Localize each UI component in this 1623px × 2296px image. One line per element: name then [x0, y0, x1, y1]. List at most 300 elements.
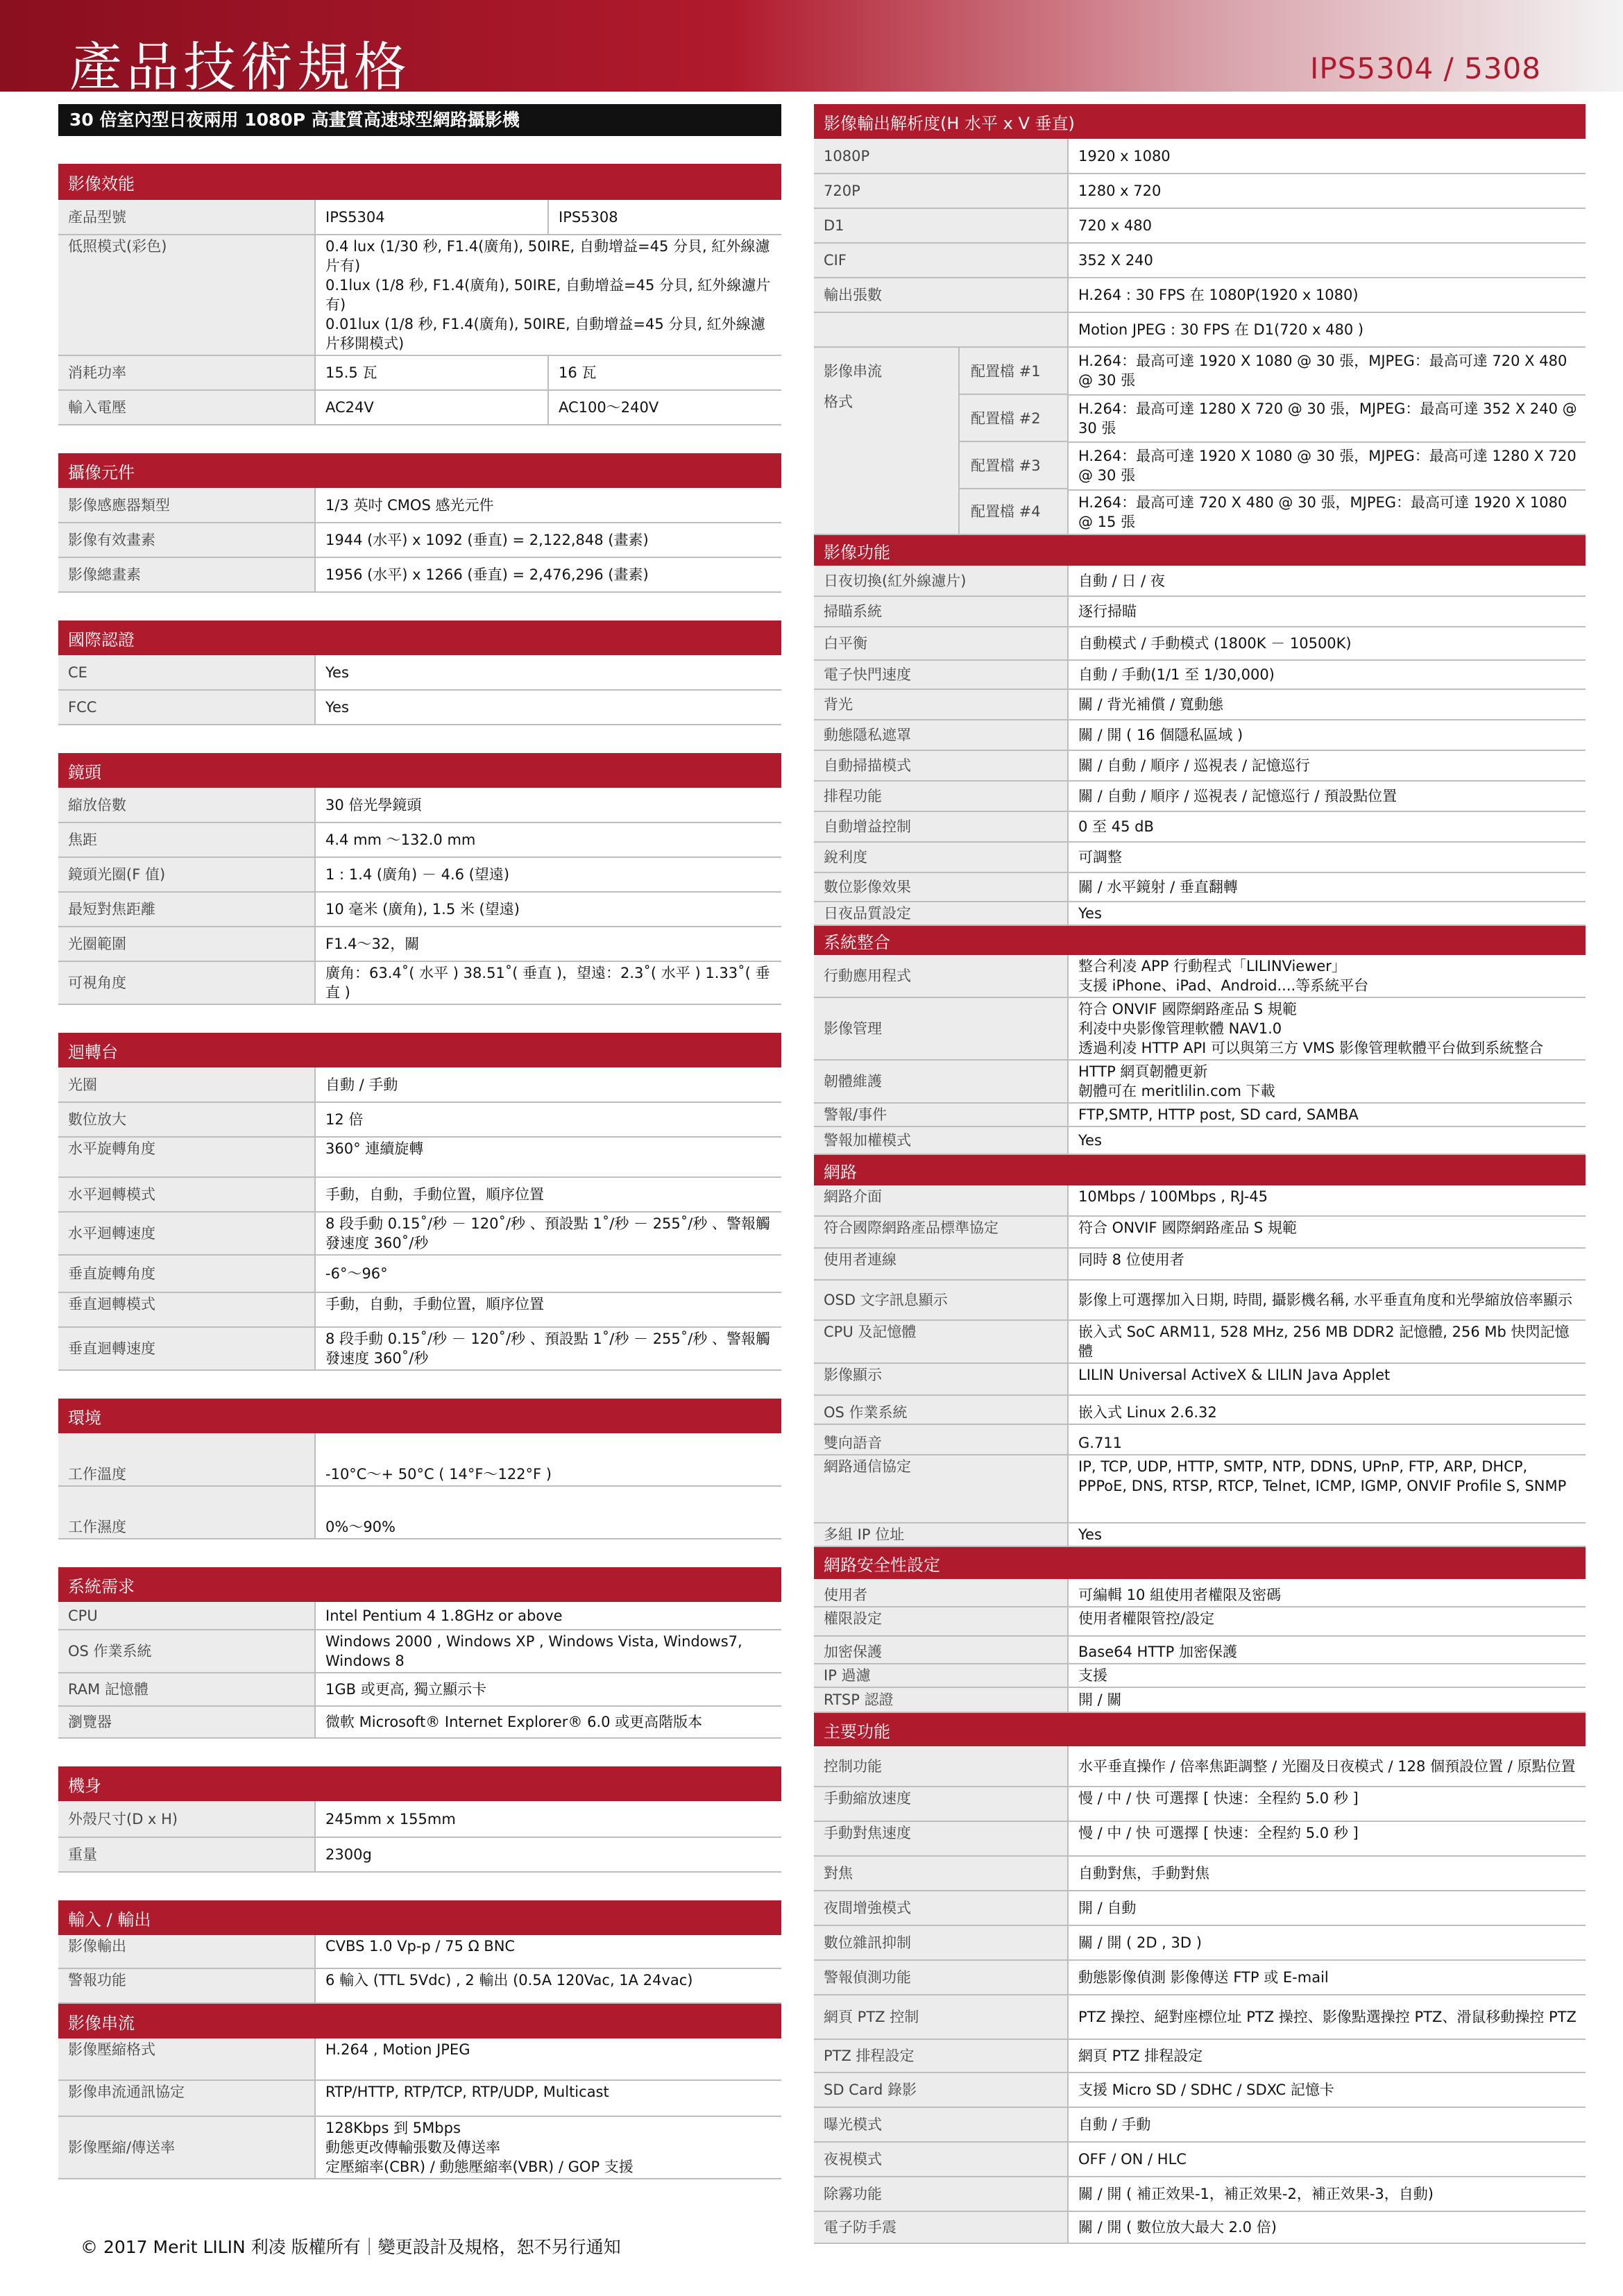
spec-row	[814, 1995, 1586, 2039]
spec-value: AC24V	[315, 390, 548, 425]
spec-value: 自動模式 / 手動模式 (1800K － 10500K)	[1068, 627, 1586, 660]
spec-value: Windows 2000 , Windows XP , Windows Vista, Windows7, Windows 8	[315, 1630, 781, 1673]
spec-row	[814, 243, 1586, 278]
spec-row	[814, 1787, 1586, 1821]
spec-value: 2300g	[315, 1837, 781, 1872]
spec-label: 多組 IP 位址	[814, 1523, 1068, 1546]
spec-row	[58, 1935, 781, 1968]
spec-value: Yes	[315, 690, 781, 725]
profile-value: H.264：最高可達 720 X 480 @ 30 張，MJPEG：最高可達 1920 X 1080 @ 15 張	[1068, 490, 1586, 535]
spec-row	[814, 720, 1586, 750]
spec-value: 同時 8 位使用者	[1068, 1248, 1586, 1280]
section-header: 迴轉台	[58, 1033, 781, 1067]
section-header: 國際認證	[58, 621, 781, 655]
spec-label: PTZ 排程設定	[814, 2039, 1068, 2073]
stream-format-text: 影像串流 格式	[824, 363, 882, 410]
spec-row	[814, 1687, 1586, 1712]
spec-label: 韌體維護	[814, 1060, 1068, 1103]
spec-value: FTP,SMTP, HTTP post, SD card, SAMBA	[1068, 1103, 1586, 1126]
spec-table	[58, 1801, 781, 1873]
spec-row	[814, 842, 1586, 872]
section-header: 網路安全性設定	[814, 1547, 1586, 1579]
spec-label: 影像壓縮/傳送率	[58, 2116, 315, 2179]
spec-row	[814, 781, 1586, 811]
spec-row	[814, 2107, 1586, 2142]
spec-row	[814, 689, 1586, 720]
spec-label: 數位雜訊抑制	[814, 1925, 1068, 1960]
profile-label: 配置檔 #1	[960, 348, 1067, 395]
spec-table	[58, 1935, 781, 2004]
spec-label: OS 作業系統	[814, 1395, 1068, 1424]
section-gap	[58, 1539, 781, 1567]
spec-value: Yes	[1068, 1126, 1586, 1154]
spec-value: 支援 Micro SD / SDHC / SDXC 記憶卡	[1068, 2073, 1586, 2107]
spec-row	[814, 1607, 1586, 1636]
spec-value: 1 : 1.4 (廣角) － 4.6 (望遠)	[315, 857, 781, 892]
spec-value: 16 瓦	[548, 355, 781, 390]
spec-label: 自動增益控制	[814, 811, 1068, 842]
spec-label: 720P	[814, 174, 1068, 208]
spec-value: 8 段手動 0.15˚/秒 － 120˚/秒 、預設點 1˚/秒 － 255˚/秒 、警報觸發速度 360˚/秒	[315, 1212, 781, 1255]
section-gap	[58, 1005, 781, 1033]
spec-label: 白平衡	[814, 627, 1068, 660]
spec-label: 垂直迴轉模式	[58, 1292, 315, 1327]
spec-row	[58, 1602, 781, 1630]
section-header: 鏡頭	[58, 753, 781, 788]
spec-row	[58, 822, 781, 857]
spec-value: G.711	[1068, 1424, 1586, 1455]
spec-value: 關 / 開 ( 16 個隱私區域 )	[1068, 720, 1586, 750]
spec-value: 手動，自動，手動位置，順序位置	[315, 1177, 781, 1212]
spec-table	[58, 1602, 781, 1739]
spec-value: H.264 , Motion JPEG	[315, 2038, 781, 2080]
spec-row	[814, 278, 1586, 312]
spec-label: 重量	[58, 1837, 315, 1872]
model-number: IPS5304 / 5308	[1310, 51, 1541, 85]
spec-label: 縮放倍數	[58, 788, 315, 822]
spec-table	[814, 139, 1586, 535]
spec-value: 關 / 背光補償 / 寬動態	[1068, 689, 1586, 720]
spec-row	[814, 750, 1586, 781]
spec-label: 產品型號	[58, 200, 315, 235]
spec-value: 嵌入式 SoC ARM11, 528 MHz, 256 MB DDR2 記憶體, 256 Mb 快閃記憶體	[1068, 1320, 1586, 1363]
spec-label: 日夜品質設定	[814, 902, 1068, 925]
spec-table	[814, 955, 1586, 1155]
spec-value: 符合 ONVIF 國際網路產品 S 規範 利凌中央影像管理軟體 NAV1.0 透過利凌 HTTP API 可以與第三方 VMS 影像管理軟體平台做到系統整合	[1068, 997, 1586, 1060]
section-header: 系統需求	[58, 1567, 781, 1602]
spec-label: SD Card 錄影	[814, 2073, 1068, 2107]
spec-row	[814, 1664, 1586, 1687]
spec-row	[814, 660, 1586, 689]
spec-value: IP, TCP, UDP, HTTP, SMTP, NTP, DDNS, UPnP, FTP, ARP, DHCP, PPPoE, DNS, RTSP, RTCP, Telnet, ICMP, IGMP, ONVIF Profile S, SNMP	[1068, 1455, 1586, 1523]
spec-value: 360° 連續旋轉	[315, 1137, 781, 1177]
spec-row	[814, 902, 1586, 925]
spec-row	[58, 788, 781, 822]
profile-label: 配置檔 #4	[971, 503, 1041, 520]
spec-label: 排程功能	[814, 781, 1068, 811]
spec-row	[814, 596, 1586, 627]
spec-label: 工作濕度	[58, 1486, 315, 1539]
spec-row	[814, 174, 1586, 208]
spec-label: 影像總畫素	[58, 557, 315, 592]
spec-row	[814, 2039, 1586, 2073]
spec-row	[814, 1925, 1586, 1960]
spec-label: 自動掃描模式	[814, 750, 1068, 781]
spec-value: 15.5 瓦	[315, 355, 548, 390]
spec-value: 1944 (水平) x 1092 (垂直) = 2,122,848 (畫素)	[315, 523, 781, 557]
spec-label: FCC	[58, 690, 315, 725]
section-gap	[58, 1873, 781, 1900]
spec-label: 使用者	[814, 1579, 1068, 1607]
spec-value: 10Mbps / 100Mbps , RJ-45	[1068, 1185, 1586, 1216]
spec-label: 銳利度	[814, 842, 1068, 872]
spec-label: CPU 及記憶體	[814, 1320, 1068, 1363]
spec-label: 曝光模式	[814, 2107, 1068, 2142]
spec-value: 1280 x 720	[1068, 174, 1586, 208]
spec-label: 水平旋轉角度	[58, 1137, 315, 1177]
spec-row	[814, 1891, 1586, 1925]
spec-row	[58, 355, 781, 390]
spec-value: Yes	[1068, 902, 1586, 925]
spec-value: 逐行掃瞄	[1068, 596, 1586, 627]
spec-row	[58, 1706, 781, 1738]
spec-row	[814, 1424, 1586, 1455]
spec-value: 慢 / 中 / 快 可選擇 [ 快速：全程約 5.0 秒 ]	[1068, 1821, 1586, 1856]
spec-row	[814, 1821, 1586, 1856]
spec-value: Base64 HTTP 加密保護	[1068, 1636, 1586, 1664]
spec-value: Yes	[315, 655, 781, 690]
spec-value: 12 倍	[315, 1102, 781, 1137]
spec-value: 開 / 自動	[1068, 1891, 1586, 1925]
spec-label: 影像有效畫素	[58, 523, 315, 557]
spec-row	[814, 1856, 1586, 1891]
spec-row	[58, 557, 781, 592]
spec-label: OSD 文字訊息顯示	[814, 1280, 1068, 1320]
spec-value: Motion JPEG : 30 FPS 在 D1(720 x 480 )	[1068, 312, 1586, 347]
spec-label: 低照模式(彩色)	[58, 235, 315, 355]
spec-value: 245mm x 155mm	[315, 1801, 781, 1837]
spec-value: 10 毫米 (廣角), 1.5 米 (望遠)	[315, 892, 781, 927]
spec-row	[814, 955, 1586, 997]
spec-row	[58, 1630, 781, 1673]
stream-profile-row	[814, 347, 1586, 395]
section-gap	[58, 725, 781, 753]
spec-row	[814, 312, 1586, 347]
spec-label: 手動縮放速度	[814, 1787, 1068, 1821]
spec-row	[814, 627, 1586, 660]
spec-value: 水平垂直操作 / 倍率焦距調整 / 光圈及日夜模式 / 128 個預設位置 / 原點位置	[1068, 1746, 1586, 1787]
spec-row	[814, 1395, 1586, 1424]
spec-value: RTP/HTTP, RTP/TCP, RTP/UDP, Multicast	[315, 2080, 781, 2116]
spec-row	[58, 523, 781, 557]
spec-value: 0.4 lux (1/30 秒, F1.4(廣角), 50IRE, 自動增益=45 分貝, 紅外線濾片有) 0.1lux (1/8 秒, F1.4(廣角), 50IRE, 自動增益=45 分貝, 紅外線濾片有) 0.01lux (1/8 秒, F1.4(廣角), 50IRE, 自動增益=45 分貝, 紅外線濾片移開模式)	[315, 235, 781, 355]
spec-label: 對焦	[814, 1856, 1068, 1891]
profile-value: H.264：最高可達 1920 X 1080 @ 30 張，MJPEG：最高可達 1280 X 720 @ 30 張	[1068, 442, 1586, 490]
spec-value: 關 / 開 ( 數位放大最大 2.0 倍)	[1068, 2211, 1586, 2243]
spec-label: 控制功能	[814, 1746, 1068, 1787]
spec-label: 影像壓縮格式	[58, 2038, 315, 2080]
spec-row	[58, 1801, 781, 1837]
spec-label: D1	[814, 208, 1068, 243]
spec-value: 0 至 45 dB	[1068, 811, 1586, 842]
profile-value: H.264：最高可達 1920 X 1080 @ 30 張，MJPEG：最高可達 720 X 480 @ 30 張	[1068, 347, 1586, 395]
spec-row	[58, 655, 781, 690]
spec-row	[814, 1455, 1586, 1523]
spec-value: 1920 x 1080	[1068, 139, 1586, 174]
spec-label: CE	[58, 655, 315, 690]
spec-value: 影像上可選擇加入日期, 時間, 攝影機名稱, 水平垂直角度和光學縮放倍率顯示	[1068, 1280, 1586, 1320]
section-gap	[58, 1371, 781, 1399]
section-header: 輸入 / 輸出	[58, 1900, 781, 1935]
spec-row	[58, 2116, 781, 2179]
spec-row	[814, 2142, 1586, 2177]
spec-value: 0%～90%	[315, 1486, 781, 1539]
spec-label: 數位放大	[58, 1102, 315, 1137]
spec-label: 警報加權模式	[814, 1126, 1068, 1154]
spec-label: 輸入電壓	[58, 390, 315, 425]
section-gap	[58, 1739, 781, 1766]
profile-label: 配置檔 #3	[960, 442, 1067, 489]
spec-value: 1/3 英吋 CMOS 感光元件	[315, 488, 781, 523]
spec-label: 手動對焦速度	[814, 1821, 1068, 1856]
spec-value: 微軟 Microsoft® Internet Explorer® 6.0 或更高階版本	[315, 1706, 781, 1738]
spec-label: IP 過濾	[814, 1664, 1068, 1687]
spec-label: 電子快門速度	[814, 660, 1068, 689]
spec-label: 雙向語音	[814, 1424, 1068, 1455]
spec-value: 廣角：63.4˚( 水平 ) 38.51˚( 垂直 )，望遠：2.3˚( 水平 ) 1.33˚( 垂直 )	[315, 961, 781, 1004]
spec-label: 瀏覽器	[58, 1706, 315, 1738]
spec-value: 自動 / 手動	[1068, 2107, 1586, 2142]
spec-value: 30 倍光學鏡頭	[315, 788, 781, 822]
spec-value: Intel Pentium 4 1.8GHz or above	[315, 1602, 781, 1630]
spec-value: 符合 ONVIF 國際網路產品 S 規範	[1068, 1216, 1586, 1248]
spec-row	[814, 1746, 1586, 1787]
spec-value: 8 段手動 0.15˚/秒 － 120˚/秒 、預設點 1˚/秒 － 255˚/秒 、警報觸發速度 360˚/秒	[315, 1327, 781, 1370]
spec-table	[58, 788, 781, 1005]
spec-label: 除霧功能	[814, 2177, 1068, 2211]
spec-label: 電子防手震	[814, 2211, 1068, 2243]
section-header: 影像功能	[814, 535, 1586, 566]
spec-value: 關 / 自動 / 順序 / 巡視表 / 記憶巡行	[1068, 750, 1586, 781]
spec-table	[58, 655, 781, 725]
section-header: 攝像元件	[58, 453, 781, 488]
spec-value: -6°～96°	[315, 1255, 781, 1292]
spec-value: 整合利凌 APP 行動程式「LILINViewer」 支援 iPhone、iPad、Android....等系統平台	[1068, 955, 1586, 997]
page-title: 產品技術規格	[69, 36, 411, 98]
spec-label: OS 作業系統	[58, 1630, 315, 1673]
spec-value: F1.4～32，關	[315, 927, 781, 961]
spec-value: 可調整	[1068, 842, 1586, 872]
spec-row	[58, 1255, 781, 1292]
spec-label: 影像顯示	[814, 1363, 1068, 1395]
profile-label: 配置檔 #2	[960, 395, 1067, 442]
spec-row	[58, 1102, 781, 1137]
spec-label: 工作溫度	[58, 1433, 315, 1486]
spec-value: 使用者權限管控/設定	[1068, 1607, 1586, 1636]
section-header: 影像輸出解析度(H 水平 x V 垂直)	[814, 104, 1586, 139]
spec-value: 關 / 開 ( 2D , 3D )	[1068, 1925, 1586, 1960]
section-gap	[58, 136, 781, 164]
spec-table	[814, 1579, 1586, 1713]
spec-table	[58, 2038, 781, 2179]
spec-label: 背光	[814, 689, 1068, 720]
spec-value: 慢 / 中 / 快 可選擇 [ 快速：全程約 5.0 秒 ]	[1068, 1787, 1586, 1821]
spec-row	[58, 1486, 781, 1539]
spec-row	[814, 2211, 1586, 2243]
spec-row	[814, 2073, 1586, 2107]
spec-label: 影像感應器類型	[58, 488, 315, 523]
spec-label: 焦距	[58, 822, 315, 857]
spec-row	[814, 2177, 1586, 2211]
spec-table	[58, 200, 781, 425]
spec-value: 1956 (水平) x 1266 (垂直) = 2,476,296 (畫素)	[315, 557, 781, 592]
spec-value: H.264 : 30 FPS 在 1080P(1920 x 1080)	[1068, 278, 1586, 312]
spec-label: 動態隱私遮罩	[814, 720, 1068, 750]
spec-row	[58, 390, 781, 425]
section-header: 影像效能	[58, 164, 781, 200]
spec-value: HTTP 網頁韌體更新 韌體可在 meritlilin.com 下載	[1068, 1060, 1586, 1103]
spec-value: OFF / ON / HLC	[1068, 2142, 1586, 2177]
spec-row	[814, 566, 1586, 596]
spec-table	[58, 1067, 781, 1371]
spec-row	[814, 1126, 1586, 1154]
spec-label: 夜視模式	[814, 2142, 1068, 2177]
spec-row	[58, 488, 781, 523]
spec-label: 影像輸出	[58, 1935, 315, 1968]
section-header: 環境	[58, 1399, 781, 1433]
right-column	[814, 104, 1586, 2244]
spec-label: 警報/事件	[814, 1103, 1068, 1126]
profile-value: H.264：最高可達 1280 X 720 @ 30 張，MJPEG：最高可達 352 X 240 @ 30 張	[1068, 395, 1586, 443]
spec-label: 警報偵測功能	[814, 1960, 1068, 1995]
product-title-bar: 30 倍室內型日夜兩用 1080P 高畫質高速球型網路攝影機	[58, 104, 781, 136]
stream-format-label	[814, 347, 1068, 534]
spec-label: 可視角度	[58, 961, 315, 1004]
spec-row	[58, 2080, 781, 2116]
spec-label: 影像管理	[814, 997, 1068, 1060]
spec-value: 關 / 開 ( 補正效果-1，補正效果-2，補正效果-3，自動)	[1068, 2177, 1586, 2211]
spec-label: 影像串流通訊協定	[58, 2080, 315, 2116]
spec-label: 輸出張數	[814, 278, 1068, 312]
spec-row	[58, 857, 781, 892]
spec-table	[814, 1185, 1586, 1547]
spec-value: 128Kbps 到 5Mbps 動態更改傳輸張數及傳送率 定壓縮率(CBR) / 動態壓縮率(VBR) / GOP 支援	[315, 2116, 781, 2179]
spec-row	[814, 1636, 1586, 1664]
spec-row	[58, 1837, 781, 1872]
spec-label: RTSP 認證	[814, 1687, 1068, 1712]
spec-value: IPS5304	[315, 200, 548, 235]
spec-row	[58, 1673, 781, 1706]
section-header: 主要功能	[814, 1713, 1586, 1746]
spec-row	[814, 1523, 1586, 1546]
spec-value: Yes	[1068, 1523, 1586, 1546]
spec-label: CIF	[814, 243, 1068, 278]
section-header: 機身	[58, 1766, 781, 1801]
spec-label: 水平迴轉速度	[58, 1212, 315, 1255]
spec-row	[58, 1137, 781, 1177]
spec-value: 可編輯 10 組使用者權限及密碼	[1068, 1579, 1586, 1607]
copyright-footer: © 2017 Merit LILIN 利凌 版權所有｜變更設計及規格，恕不另行通知	[80, 2237, 621, 2257]
spec-label: 行動應用程式	[814, 955, 1068, 997]
left-column	[58, 104, 781, 2179]
spec-value: -10°C～+ 50°C ( 14°F～122°F )	[315, 1433, 781, 1486]
spec-row	[814, 1579, 1586, 1607]
spec-label: CPU	[58, 1602, 315, 1630]
spec-value: PTZ 操控、絕對座標位址 PTZ 操控、影像點選操控 PTZ、滑鼠移動操控 PTZ	[1068, 1995, 1586, 2039]
spec-label: 水平迴轉模式	[58, 1177, 315, 1212]
spec-table	[814, 566, 1586, 926]
spec-label: RAM 記憶體	[58, 1673, 315, 1706]
section-header: 系統整合	[814, 926, 1586, 955]
spec-value: 自動對焦，手動對焦	[1068, 1856, 1586, 1891]
spec-value: 自動 / 手動(1/1 至 1/30,000)	[1068, 660, 1586, 689]
spec-label: 鏡頭光圈(F 值)	[58, 857, 315, 892]
spec-row	[58, 1327, 781, 1370]
spec-row	[58, 235, 781, 355]
spec-row	[58, 1968, 781, 2003]
spec-value: 網頁 PTZ 排程設定	[1068, 2039, 1586, 2073]
spec-table	[814, 1746, 1586, 2244]
section-header: 影像串流	[58, 2004, 781, 2038]
spec-label: 網路介面	[814, 1185, 1068, 1216]
spec-label: 日夜切換(紅外線濾片)	[814, 566, 1068, 596]
spec-row	[814, 1363, 1586, 1395]
spec-label: 夜間增強模式	[814, 1891, 1068, 1925]
spec-value: CVBS 1.0 Vp-p / 75 Ω BNC	[315, 1935, 781, 1968]
spec-row	[814, 1960, 1586, 1995]
spec-row	[58, 927, 781, 961]
spec-label: 數位影像效果	[814, 872, 1068, 902]
spec-value: 6 輸入 (TTL 5Vdc) , 2 輸出 (0.5A 120Vac, 1A 24vac)	[315, 1968, 781, 2003]
header-banner	[0, 0, 1623, 98]
spec-row	[58, 892, 781, 927]
spec-row	[814, 872, 1586, 902]
spec-value: LILIN Universal ActiveX & LILIN Java Applet	[1068, 1363, 1586, 1395]
spec-row	[814, 1185, 1586, 1216]
spec-label: 光圈	[58, 1067, 315, 1102]
spec-table	[58, 1433, 781, 1539]
spec-label: 符合國際網路產品標準協定	[814, 1216, 1068, 1248]
spec-value: 手動，自動，手動位置，順序位置	[315, 1292, 781, 1327]
spec-table	[58, 488, 781, 593]
spec-label: 警報功能	[58, 1968, 315, 2003]
spec-row	[814, 1280, 1586, 1320]
section-gap	[58, 593, 781, 621]
spec-label: 外殼尺寸(D x H)	[58, 1801, 315, 1837]
spec-label: 加密保護	[814, 1636, 1068, 1664]
spec-value: 關 / 水平鏡射 / 垂直翻轉	[1068, 872, 1586, 902]
profile-labels	[958, 348, 1067, 534]
spec-row	[58, 690, 781, 725]
spec-row	[814, 1216, 1586, 1248]
spec-row	[58, 1177, 781, 1212]
spec-label: 1080P	[814, 139, 1068, 174]
spec-row	[814, 1320, 1586, 1363]
spec-row	[814, 811, 1586, 842]
spec-value: 支援	[1068, 1664, 1586, 1687]
spec-value: 動態影像偵測 影像傳送 FTP 或 E-mail	[1068, 1960, 1586, 1995]
spec-label: 光圈範圍	[58, 927, 315, 961]
spec-label: 垂直旋轉角度	[58, 1255, 315, 1292]
spec-value: 352 X 240	[1068, 243, 1586, 278]
spec-row	[814, 1060, 1586, 1103]
spec-label	[814, 312, 1068, 347]
spec-row	[814, 139, 1586, 174]
spec-row	[58, 961, 781, 1004]
spec-row	[814, 1248, 1586, 1280]
spec-row	[814, 1103, 1586, 1126]
spec-row	[814, 997, 1586, 1060]
